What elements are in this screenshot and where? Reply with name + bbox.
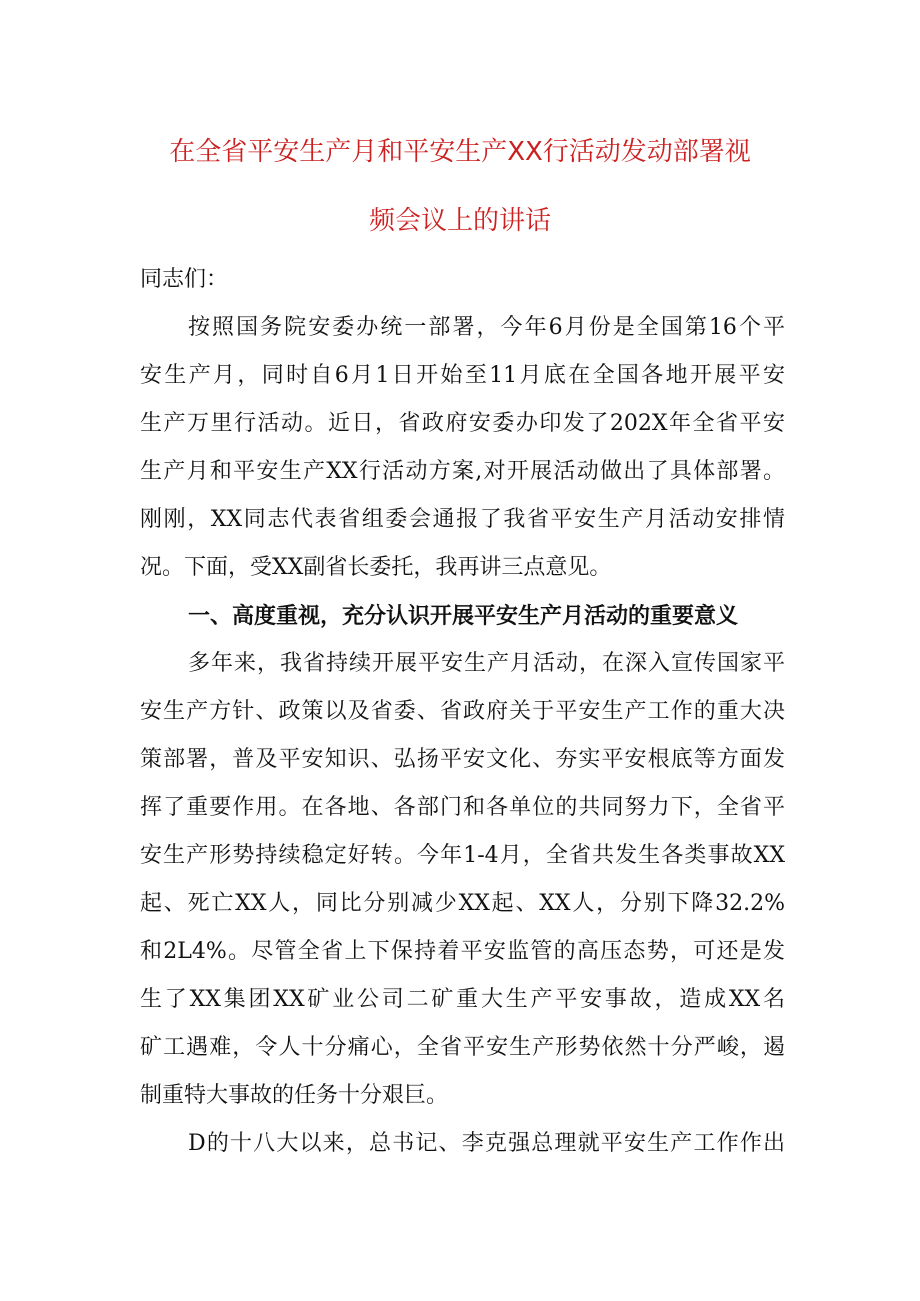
paragraph-line: 生产月和平安生产XX行活动方案,对开展活动做出了具体部署。 <box>140 459 785 484</box>
paragraph-line: 生产万里行活动。近日，省政府安委办印发了202X年全省平安 <box>140 411 785 436</box>
paragraph-line: 制重特大事故的任务十分艰巨。 <box>140 1083 449 1108</box>
paragraph-line: 策部署，普及平安知识、弘扬平安文化、夯实平安根底等方面发 <box>140 747 785 772</box>
paragraph-line: 生了XX集团XX矿业公司二矿重大生产平安事故，造成XX名 <box>140 987 785 1012</box>
paragraph-line: 和2L4%。尽管全省上下保持着平安监管的高压态势，可还是发 <box>140 939 785 964</box>
paragraph-line: 起、死亡XX人，同比分别减少XX起、XX人，分别下降32.2% <box>140 891 785 916</box>
document-title-line-1: 在全省平安生产月和平安生产XX行活动发动部署视 <box>169 137 751 167</box>
paragraph-line: D的十八大以来，总书记、李克强总理就平安生产工作作出 <box>188 1131 785 1156</box>
paragraph-line: 矿工遇难，令人十分痛心，全省平安生产形势依然十分严峻，遏 <box>140 1035 785 1060</box>
document-title-line-2: 频会议上的讲话 <box>368 206 551 236</box>
paragraph-line: 刚刚，XX同志代表省组委会通报了我省平安生产月活动安排情 <box>140 507 785 532</box>
paragraph-line: 多年来，我省持续开展平安生产月活动，在深入宣传国家平 <box>188 651 785 676</box>
paragraph-line: 安生产方针、政策以及省委、省政府关于平安生产工作的重大决 <box>140 699 785 724</box>
section-heading-1: 一、高度重视，充分认识开展平安生产月活动的重要意义 <box>188 603 739 629</box>
salutation: 同志们： <box>140 267 229 292</box>
paragraph-line: 按照国务院安委办统一部署，今年6月份是全国第16个平 <box>188 315 785 340</box>
paragraph-line: 挥了重要作用。在各地、各部门和各单位的共同努力下，全省平 <box>140 795 785 820</box>
paragraph-line: 安生产月，同时自6月1日开始至11月底在全国各地开展平安 <box>140 363 785 388</box>
paragraph-line: 况。下面，受XX副省长委托，我再讲三点意见。 <box>140 555 612 580</box>
paragraph-line: 安生产形势持续稳定好转。今年1-4月，全省共发生各类事故XX <box>140 843 785 868</box>
